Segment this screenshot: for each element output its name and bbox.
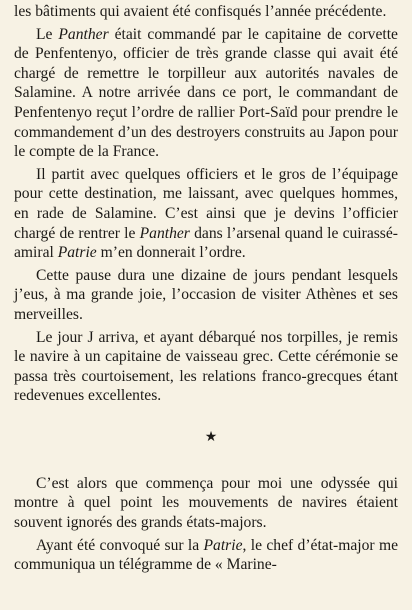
paragraph-7-text-b: , le chef d’état-major me communiqua un télégramme de « Marine- <box>14 536 398 574</box>
paragraph-3-text-b: dans l’arsenal quand le cuirassé-amiral <box>14 224 398 262</box>
paragraph-5-text: Le jour J arriva, et ayant débarqué nos torpilles, je remis le navire à un capitaine de vaisseau grec. Cette cérémonie se passa très courtoisement, les relations franco-grecques étant redevenues excellentes. <box>14 328 398 405</box>
paragraph-4 <box>14 266 398 325</box>
ship-name-panther: Panther <box>58 25 109 43</box>
paragraph-3 <box>14 165 398 263</box>
text-block-before <box>14 2 398 406</box>
text-block-after <box>14 474 398 575</box>
paragraph-2-text-b: était commandé par le capitaine de corvette de Penfentenyo, officier de très grande classe qui avait été chargé de remettre le torpilleur aux autorités navales de Salamine. A notre arrivée dans ce port, le commandant de Penfentenyo reçut l’ordre de rallier Port-Saïd pour prendre le commandement d’un des destroyers construits au Japon pour le compte de la France. <box>14 25 398 161</box>
paragraph-2-text-a: Le <box>36 25 59 43</box>
ship-name-patrie: Patrie <box>57 244 97 262</box>
paragraph-4-text: Cette pause dura une dizaine de jours pendant lesquels j’eus, à ma grande joie, l’occasion de visiter Athènes et ses merveilles. <box>14 266 398 323</box>
paragraph-6 <box>14 474 398 533</box>
paragraph-2 <box>14 25 398 162</box>
section-separator-star: ★ <box>204 429 218 445</box>
paragraph-3-text-a: Il partit avec quelques officiers et le gros de l’équipage pour cette destination, me laissant, avec quelques hommes, en rade de Salamine. C’est ainsi que je devins l’officier chargé de rentrer le <box>14 165 398 242</box>
paragraph-1-text: les bâtiments qui avaient été confisqués l’année précédente. <box>14 3 387 20</box>
paragraph-7-text-a: Ayant été convoqué sur la <box>36 536 204 554</box>
paragraph-5 <box>14 328 398 406</box>
paragraph-6-text: C’est alors que commença pour moi une odyssée qui montre à quel point les mouvements de navires étaient souvent ignorés des grands états-majors. <box>14 474 398 532</box>
ship-name-panther: Panther <box>139 224 190 242</box>
ship-name-patrie: Patrie <box>203 536 243 554</box>
paragraph-1 <box>14 2 398 22</box>
paragraph-3-text-c: m’en donnerait l’ordre. <box>96 244 246 262</box>
paragraph-7 <box>14 536 398 575</box>
